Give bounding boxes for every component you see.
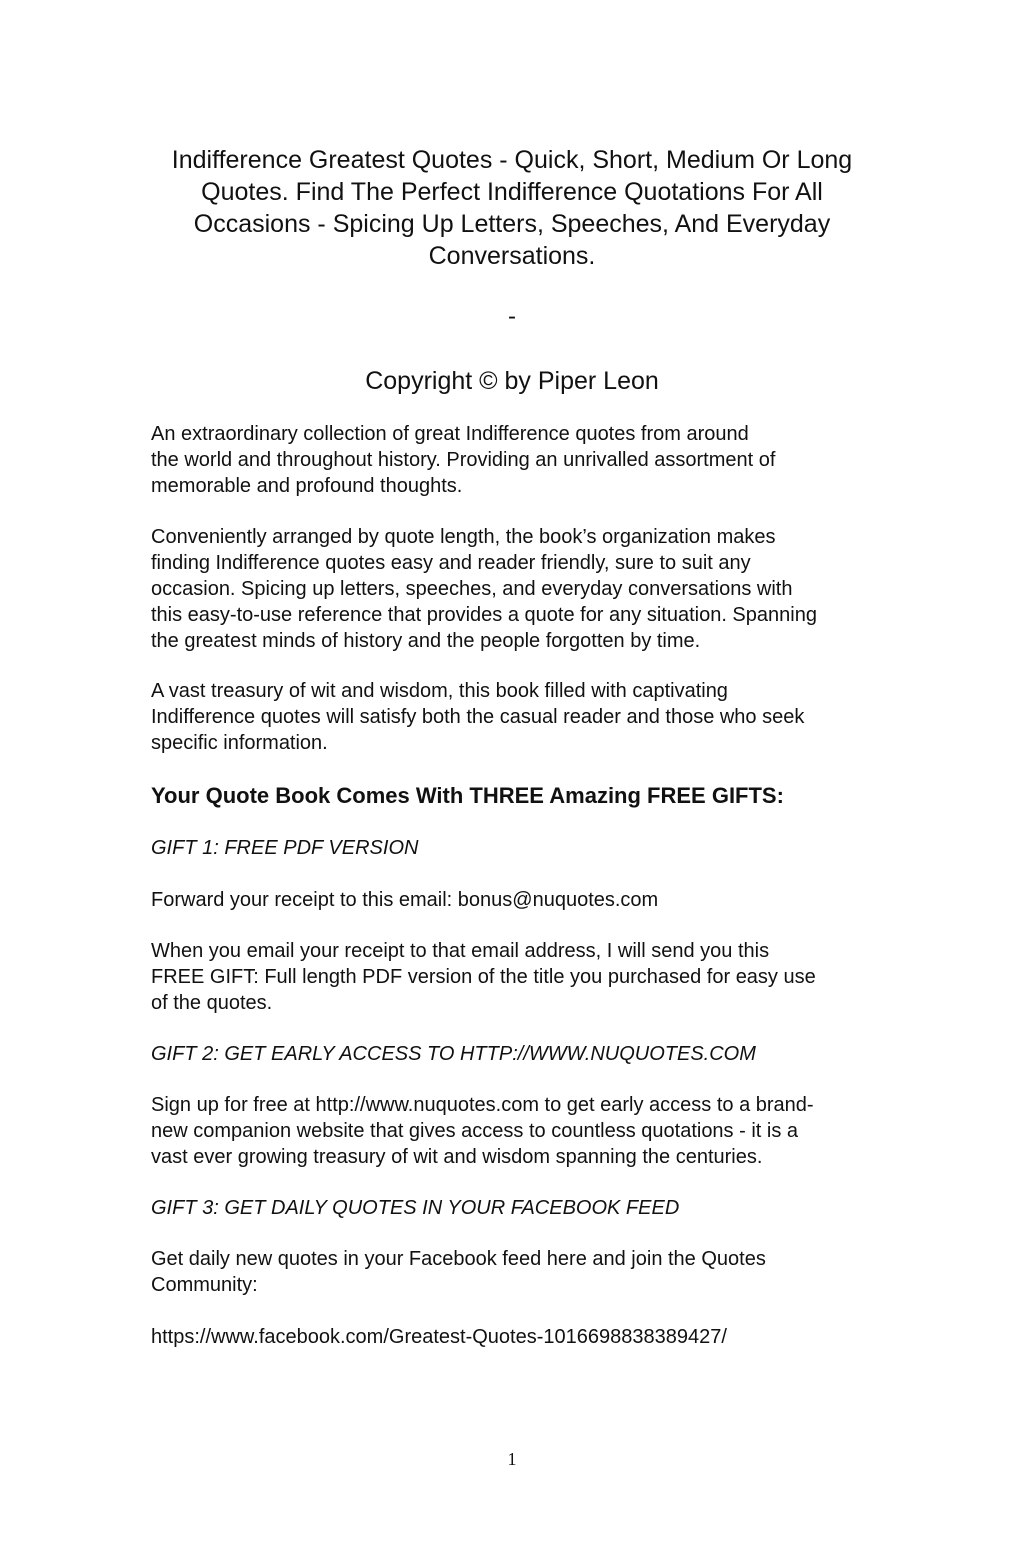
gift2-description: Sign up for free at http://www.nuquotes.com to get early access to a brand- new companion website that gives access to countless quotations - it is a vast ever growing treasury of wit and wisdom spanning the centuries. <box>151 1094 814 1168</box>
gifts-heading: Your Quote Book Comes With THREE Amazing FREE GIFTS: <box>151 783 784 808</box>
intro-paragraph: An extraordinary collection of great Indifference quotes from around the world and throughout history. Providing an unrivalled assortment of memorable and profound thoughts. <box>151 423 776 497</box>
treasury-paragraph: A vast treasury of wit and wisdom, this book filled with captivating Indifference quotes will satisfy both the casual reader and those who seek specific information. <box>151 680 805 754</box>
document-title: Indifference Greatest Quotes - Quick, Short, Medium Or Long Quotes. Find The Perfect Indifference Quotations For All Occasions - Spicing Up Letters, Speeches, And Everyday Conversations. <box>171 146 853 270</box>
separator-dash: - <box>508 303 516 330</box>
facebook-link[interactable]: https://www.facebook.com/Greatest-Quotes-1016698838389427/ <box>151 1326 727 1348</box>
gift3-title: GIFT 3: GET DAILY QUOTES IN YOUR FACEBOOK FEED <box>151 1197 680 1219</box>
gift1-title: GIFT 1: FREE PDF VERSION <box>151 837 419 859</box>
gift3-description: Get daily new quotes in your Facebook feed here and join the Quotes Community: <box>151 1248 766 1296</box>
arrangement-paragraph: Conveniently arranged by quote length, the book’s organization makes finding Indifference quotes easy and reader friendly, sure to suit any occasion. Spicing up letters, speeches, and everyday conversations with this easy-to-use reference that provides a quote for any situation. Spanning the greatest minds of history and the people forgotten by time. <box>151 526 817 652</box>
gift1-description: When you email your receipt to that email address, I will send you this FREE GIFT: Full length PDF version of the title you purchased for easy use of the quotes. <box>151 940 816 1014</box>
gift1-instruction: Forward your receipt to this email: bonus@nuquotes.com <box>151 889 659 911</box>
copyright-line: Copyright © by Piper Leon <box>365 367 659 395</box>
gift2-title: GIFT 2: GET EARLY ACCESS TO HTTP://WWW.NUQUOTES.COM <box>151 1043 756 1065</box>
page-number: 1 <box>507 1449 517 1469</box>
